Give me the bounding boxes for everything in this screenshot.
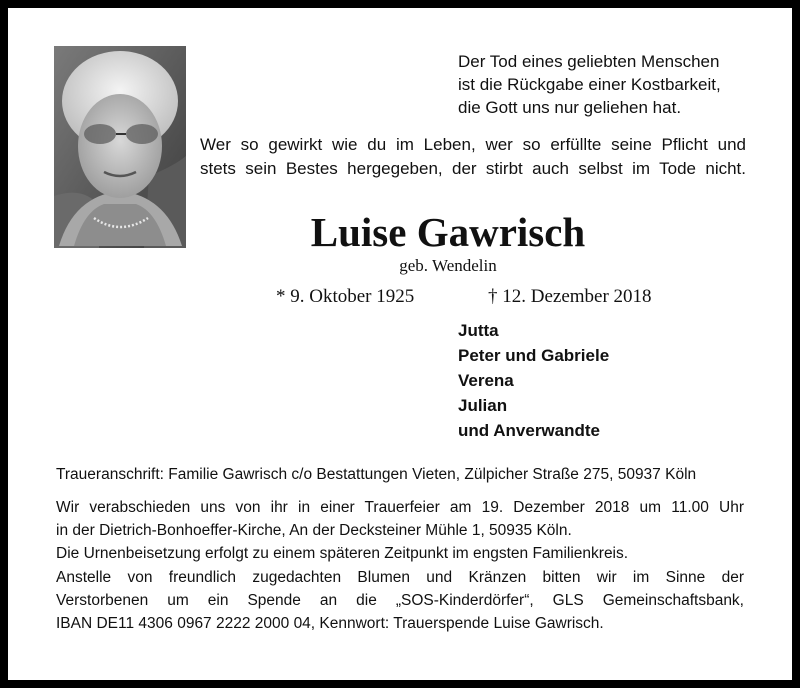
obituary-card bbox=[8, 8, 792, 680]
notice-line: Die Urnenbeisetzung erfolgt zu einem späteren Zeitpunkt im engsten Familienkreis. bbox=[56, 545, 629, 563]
notice-line: Wir verabschieden uns von ihr in einer Trauerfeier am 19. Dezember 2018 um 11.00 Uhr bbox=[56, 499, 744, 516]
deceased-name: Luise Gawrisch bbox=[310, 209, 586, 255]
mourner-name: Peter und Gabriele bbox=[458, 346, 610, 365]
notice-line: IBAN DE11 4306 0967 2222 2000 04, Kennwort: Trauerspende Luise Gawrisch. bbox=[56, 615, 604, 633]
mourner-name: Julian bbox=[458, 396, 508, 415]
poem-line: Der Tod eines geliebten Menschen bbox=[458, 52, 720, 71]
mourner-name: Verena bbox=[458, 371, 514, 390]
verse-line: Wer so gewirkt wie du im Leben, wer so erfüllte seine Pflicht und bbox=[200, 135, 746, 154]
poem-line: die Gott uns nur geliehen hat. bbox=[458, 98, 682, 117]
mourners-list bbox=[458, 318, 609, 443]
death-date: † 12. Dezember 2018 bbox=[488, 286, 652, 307]
birth-date: * 9. Oktober 1925 bbox=[276, 286, 415, 307]
poem-line: ist die Rückgabe einer Kostbarkeit, bbox=[458, 75, 721, 94]
mourning-address: Traueranschrift: Familie Gawrisch c/o Bestattungen Vieten, Zülpicher Straße 275, 50937 Köln bbox=[56, 466, 697, 483]
poem-quote bbox=[458, 50, 721, 119]
mourner-name: und Anverwandte bbox=[458, 421, 600, 440]
birth-name: geb. Wendelin bbox=[399, 256, 497, 275]
notice-line: Anstelle von freundlich zugedachten Blumen und Kränzen bitten wir im Sinne der bbox=[56, 568, 744, 586]
notice-line: Verstorbenen um ein Spende an die „SOS-Kinderdörfer“, GLS Gemeinschaftsbank, bbox=[56, 591, 744, 609]
verse-quote bbox=[200, 133, 746, 181]
verse-line: stets sein Bestes hergegeben, der stirbt auch selbst im Tode nicht. bbox=[200, 159, 746, 178]
notice-line: in der Dietrich-Bonhoeffer-Kirche, An der Decksteiner Mühle 1, 50935 Köln. bbox=[56, 522, 572, 540]
mourner-name: Jutta bbox=[458, 321, 499, 340]
funeral-notice bbox=[56, 496, 744, 635]
